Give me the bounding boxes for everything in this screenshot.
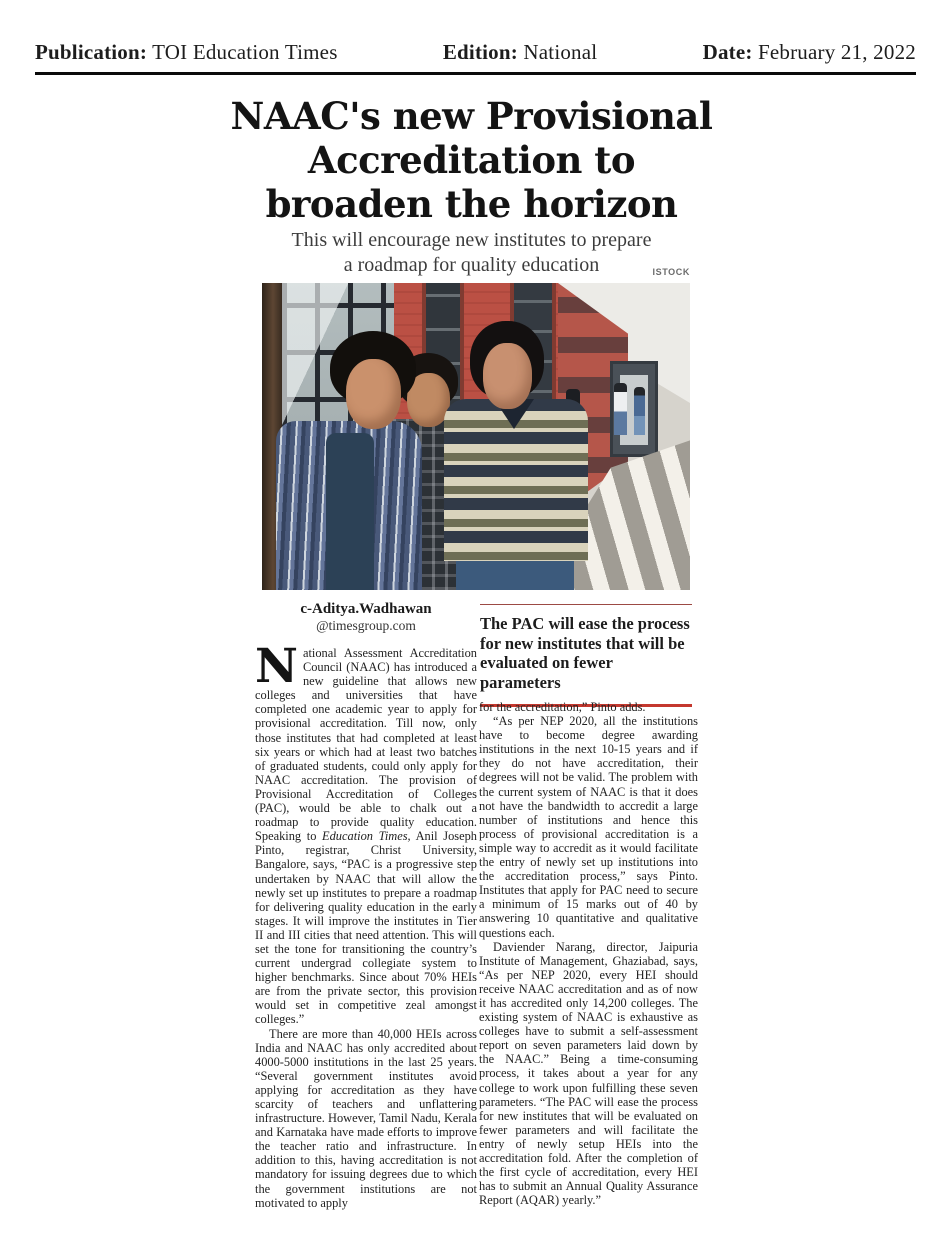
pull-quote-box — [480, 604, 692, 707]
date-field — [703, 40, 916, 65]
left-paragraph-1 — [255, 646, 477, 1027]
article-photo — [262, 283, 690, 590]
photo-credit: ISTOCK — [652, 267, 690, 277]
body-left-column — [255, 646, 477, 1252]
edition-field — [443, 40, 598, 65]
drop-cap: N — [255, 646, 298, 694]
background-person-3 — [634, 387, 645, 435]
publication-label: Publication: — [35, 40, 148, 64]
article-headline — [130, 94, 813, 226]
right-paragraph-3: Daviender Narang, director, Jaipuria Institute of Management, Ghaziabad, says, “As per NEP 2020, every HEI should receive NAAC accreditation and as of now it has accredited only 14,200 colleges. The existing system of NAAC is exhaustive as colleges have to submit a self-assessment report on seven parameters laid down by the NAAC.” Being a time-consuming process, it takes about a year for any college to work upon fulfilling these seven parameters. “The PAC will ease the process for new institutes that will be evaluated on fewer parameters and will facilitate the entry of newly setup HEIs into the accreditation fold. After the completion of the first cycle of accreditation, every HEI has to submit an Annual Quality Assurance Report (AQAR) yearly.” — [479, 939, 698, 1208]
right-paragraph-2: “As per NEP 2020, all the institutions have to become degree awarding institutions in the next 10-15 years and if they do not have accreditation, their degrees will not be valid. The problem with the current system of NAAC is that it does not have the bandwidth to accredit a large number of institutions and hence this process of provisional accreditation is a simple way to accredit as it would facilitate the entry of newly set up institutions into the accreditation process,” says Pinto. Institutes that apply for PAC need to secure a minimum of 15 marks out of 40 by answering 10 quantitative and qualitative questions each. — [479, 714, 698, 940]
left-p1-text-cont: Anil Joseph Pinto, registrar, Christ University, Bangalore, says, “PAC is a progressive step undertaken by NAAC that will allow the newly set up institutes to prepare a roadmap for delivering quality education in the early stages. It will improve the institutes in Tier II and III cities that need attention. This will set the tone for transitioning the country’s current undergrad collegiate system to higher benchmarks. Since about 70% HEIs are from the private sector, this provision would set in competitive zeal amongst colleges.” — [255, 829, 477, 1027]
student-1-tshirt — [326, 433, 374, 590]
background-person-2 — [614, 383, 627, 435]
left-p1-text: ational Assessment Accreditation Council (NAAC) has introduced a new guideline that allows new colleges and universities that have completed one academic year to apply for provisional accreditation. Till now, only those institutes that had completed at least six years or which had at least two batches of graduated students, could only apply for NAAC accreditation. The provision of Provisional Accreditation of Colleges (PAC), would be able to chalk out a roadmap to provide quality education. Speaking to — [255, 646, 477, 844]
byline-handle: @timesgroup.com — [316, 618, 416, 633]
byline — [255, 600, 477, 634]
edition-value: National — [523, 40, 598, 64]
edition-label: Edition: — [442, 40, 518, 64]
subtitle-line-2: a roadmap for quality education — [343, 254, 600, 276]
student-1-face — [346, 359, 401, 429]
byline-author: c-Aditya.Wadhawan — [300, 601, 432, 617]
subtitle-line-1: This will encourage new institutes to prepare — [291, 229, 652, 251]
clipping-metadata-header — [35, 40, 916, 75]
student-3-jeans — [456, 561, 574, 590]
pull-quote-text: The PAC will ease the process for new institutes that will be evaluated on fewer parameters — [480, 614, 690, 692]
publication-field — [35, 40, 338, 65]
date-label: Date: — [702, 40, 753, 64]
headline-line-2: Accreditation to — [307, 138, 636, 182]
headline-line-1: NAAC's new Provisional — [230, 94, 713, 138]
date-value: February 21, 2022 — [758, 40, 916, 64]
publication-value: TOI Education Times — [152, 40, 338, 64]
student-3-face — [483, 343, 532, 409]
left-p1-italic: Education Times, — [322, 829, 411, 844]
right-paragraph-1: for the accreditation,” Pinto adds. — [479, 700, 646, 714]
headline-line-3: broaden the horizon — [265, 182, 678, 226]
body-right-column — [479, 700, 698, 1253]
left-paragraph-2: There are more than 40,000 HEIs across India and NAAC has only accredited about 4000-5000 institutions in the last 25 years. “Several government institutes avoid applying for accreditation as they have scarcity of teachers and unflattering infrastructure. However, Tamil Nadu, Kerala and Karnataka have made efforts to improve the teacher ratio and infrastructure. In addition to this, having accreditation is not mandatory for issuing degrees due to which the government institutions are not motivated to apply — [255, 1026, 477, 1210]
